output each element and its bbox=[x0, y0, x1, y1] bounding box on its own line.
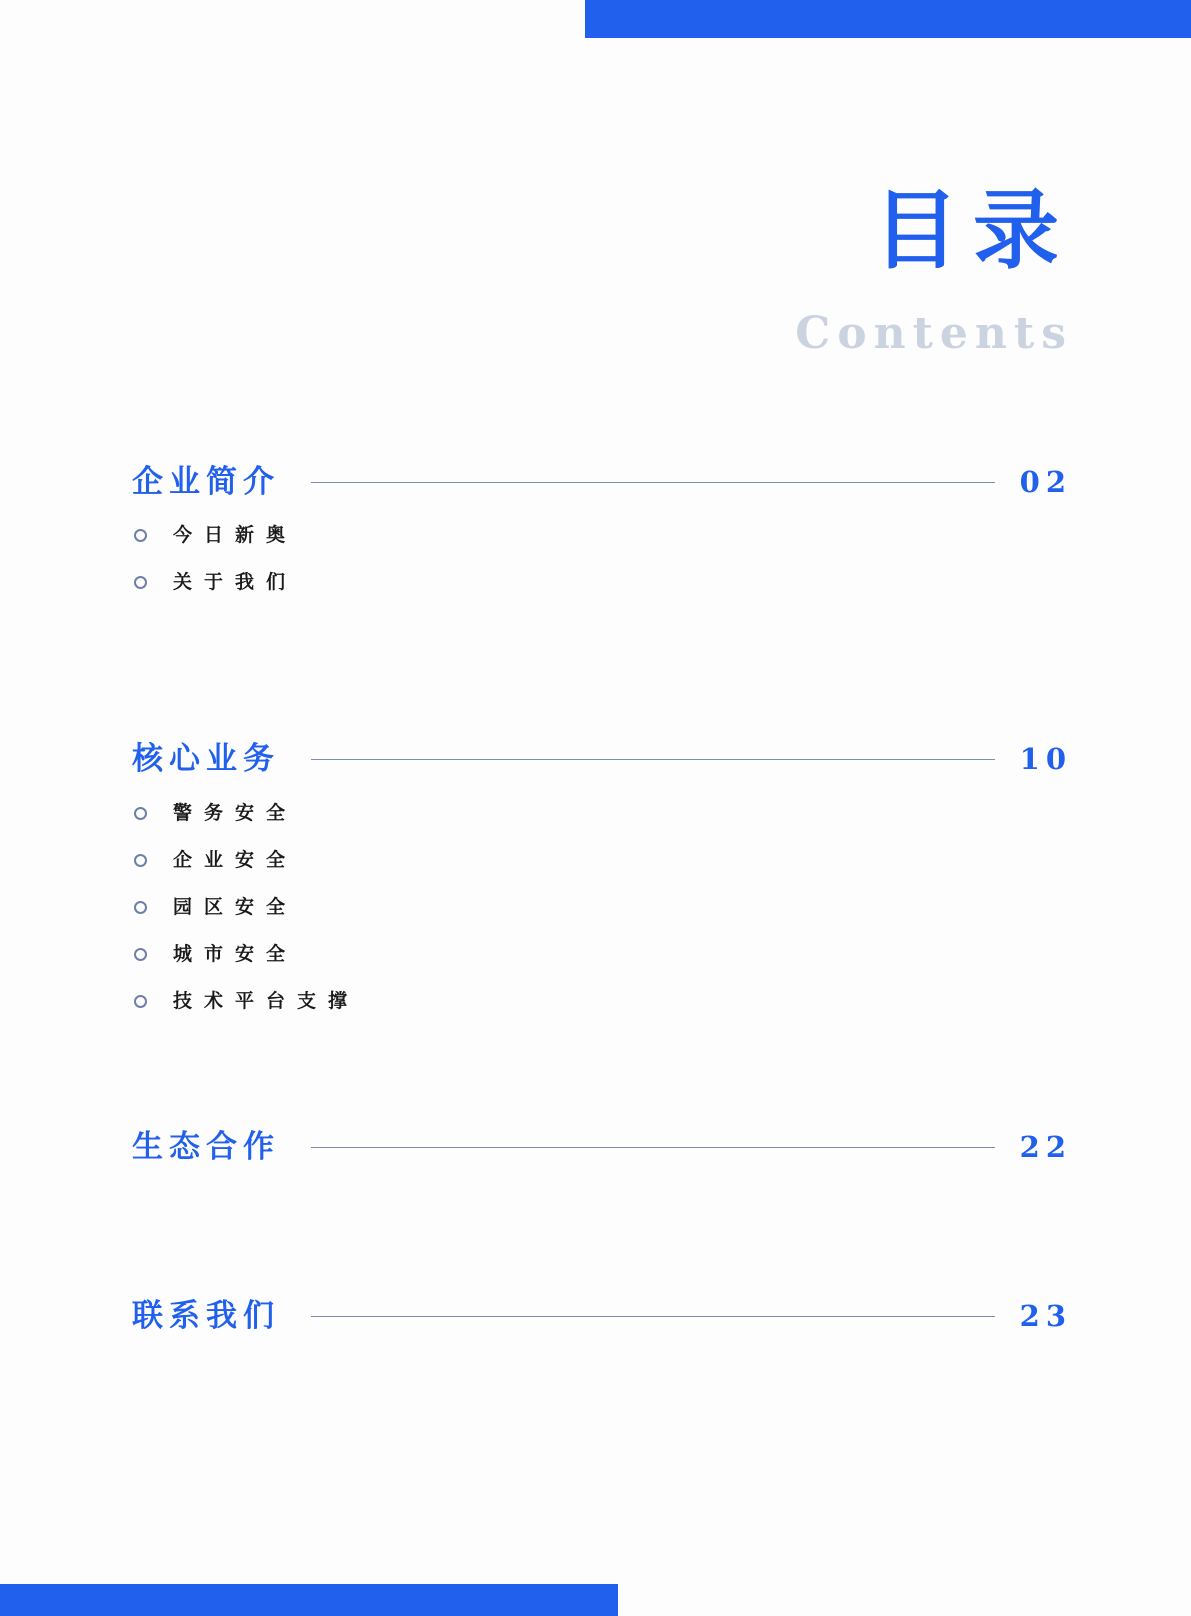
toc-sub-item[interactable] bbox=[132, 512, 297, 559]
page-subtitle: Contents bbox=[795, 308, 1073, 359]
toc-sub-item[interactable] bbox=[132, 931, 359, 978]
toc-page-number: 22 bbox=[1019, 1130, 1072, 1164]
toc-section-core-business bbox=[132, 739, 1072, 1012]
toc-sub-list bbox=[132, 790, 359, 1025]
toc-section-ecosystem bbox=[132, 1127, 1072, 1167]
circle-bullet-icon bbox=[134, 807, 147, 820]
toc-divider-line bbox=[311, 1147, 995, 1148]
toc-section-title[interactable]: 生态合作 bbox=[132, 1129, 280, 1165]
toc-section-company-intro bbox=[132, 462, 1072, 593]
toc-divider-line bbox=[311, 482, 995, 483]
toc-page-number: 23 bbox=[1019, 1299, 1072, 1333]
toc-section-header[interactable] bbox=[132, 462, 1072, 502]
toc-page-number: 02 bbox=[1019, 465, 1072, 499]
top-accent-bar bbox=[585, 0, 1191, 38]
toc-sub-item-label: 技术平台支撑 bbox=[173, 990, 360, 1012]
toc-sub-item-label: 今日新奥 bbox=[173, 524, 298, 546]
toc-section-header[interactable] bbox=[132, 1127, 1072, 1167]
toc-sub-item-label: 关于我们 bbox=[173, 571, 298, 593]
toc-divider-line bbox=[311, 1316, 995, 1317]
toc-sub-item[interactable] bbox=[132, 837, 359, 884]
toc-section-contact bbox=[132, 1296, 1072, 1336]
circle-bullet-icon bbox=[134, 948, 147, 961]
circle-bullet-icon bbox=[134, 576, 147, 589]
page-title: 目录 bbox=[873, 180, 1073, 281]
toc-sub-item-label: 园区安全 bbox=[173, 896, 298, 918]
toc-sub-item[interactable] bbox=[132, 884, 359, 931]
toc-section-title[interactable]: 企业简介 bbox=[132, 464, 280, 500]
circle-bullet-icon bbox=[134, 854, 147, 867]
toc-page-number: 10 bbox=[1019, 742, 1072, 776]
toc-section-title[interactable]: 核心业务 bbox=[132, 741, 280, 777]
toc-section-title[interactable]: 联系我们 bbox=[132, 1298, 280, 1334]
toc-divider-line bbox=[311, 759, 995, 760]
toc-section-header[interactable] bbox=[132, 739, 1072, 779]
toc-sub-item-label: 企业安全 bbox=[173, 849, 298, 871]
toc-sub-item-label: 警务安全 bbox=[173, 802, 298, 824]
bottom-accent-bar bbox=[0, 1584, 618, 1616]
circle-bullet-icon bbox=[134, 901, 147, 914]
toc-sub-item-label: 城市安全 bbox=[173, 943, 298, 965]
toc-section-header[interactable] bbox=[132, 1296, 1072, 1336]
circle-bullet-icon bbox=[134, 995, 147, 1008]
toc-sub-list bbox=[132, 512, 297, 606]
toc-sub-item[interactable] bbox=[132, 978, 359, 1025]
circle-bullet-icon bbox=[134, 529, 147, 542]
toc-sub-item[interactable] bbox=[132, 559, 297, 606]
toc-sub-item[interactable] bbox=[132, 790, 359, 837]
